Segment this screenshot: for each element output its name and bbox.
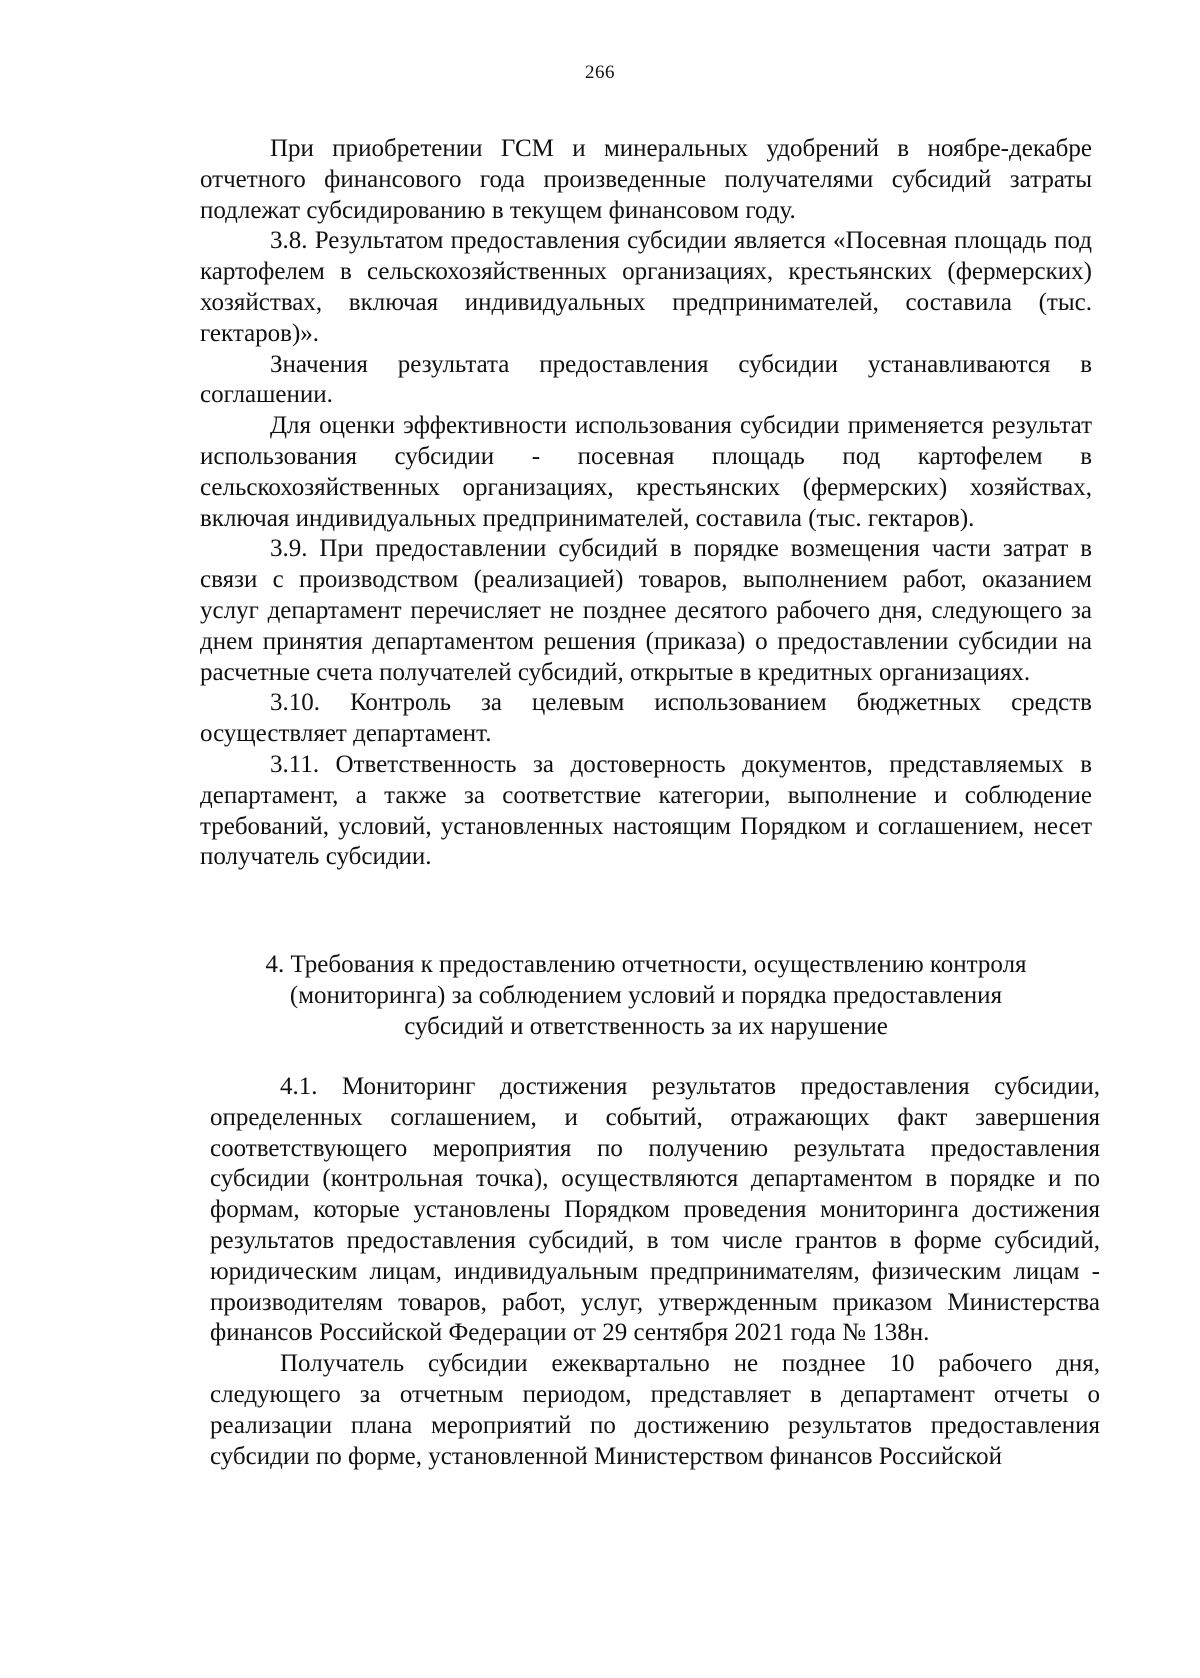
section-4-heading-line: субсидий и ответственность за их нарушение — [404, 1012, 888, 1040]
paragraph-3-8: 3.8. Результатом предоставления субсидии является «Посевная площадь под картофелем в сельскохозяйственных организациях, крестьянских (фермерских) хозяйствах, включая индивидуальных предпринимателей, составила (тыс. гектаров)». — [200, 227, 1092, 347]
section-4-heading — [200, 950, 1092, 1042]
paragraph-3-11: 3.11. Ответственность за достоверность документов, представляемых в департамент, а также за соответствие категории, выполнение и соблюдение требований, условий, установленных настоящим Порядком и соглашением, несет получатель субсидии. — [200, 750, 1092, 871]
paragraph-effectiveness: Для оценки эффективности использования субсидии применяется результат использования субсидии - посевная площадь под картофелем в сельскохозяйственных организациях, крестьянских (фермерских) хозяйствах, включая индивидуальных предпринимателей, составила (тыс. гектаров). — [200, 412, 1092, 532]
section-4-heading-line: 4. Требования к предоставлению отчетности, осуществлению контроля — [265, 951, 1027, 978]
paragraph-gsm-subsidy: При приобретении ГСМ и минеральных удобрений в ноябре-декабре отчетного финансового года произведенные получателями субсидий затраты подлежат субсидированию в текущем финансовом году. — [200, 135, 1092, 224]
section-4-heading-line: (мониторинга) за соблюдением условий и порядка предоставления — [289, 981, 1003, 1009]
paragraph-3-10: 3.10. Контроль за целевым использованием бюджетных средств осуществляет департамент. — [200, 689, 1092, 748]
section-4-text — [210, 1072, 1100, 1472]
page-number: 266 — [585, 62, 615, 83]
paragraph-3-9: 3.9. При предоставлении субсидий в порядке возмещения части затрат в связи с производством (реализацией) товаров, выполнением работ, оказанием услуг департамент перечисляет не позднее десятого рабочего дня, следующего за днем принятия департаментом решения (приказа) о предоставлении субсидии на расчетные счета получателей субсидий, открытые в кредитных организациях. — [200, 535, 1092, 686]
paragraph-quarterly-report: Получатель субсидии ежеквартально не позднее 10 рабочего дня, следующего за отчетным периодом, представляет в департамент отчеты о реализации плана мероприятий по достижению результатов предоставления субсидии по форме, установленной Министерством финансов Российской — [210, 1350, 1100, 1470]
paragraph-result-values: Значения результата предоставления субсидии устанавливаются в соглашении. — [200, 350, 1092, 409]
section-3-text — [200, 134, 1092, 873]
paragraph-4-1: 4.1. Мониторинг достижения результатов предоставления субсидии, определенных соглашением, и событий, отражающих факт завершения соответствующего мероприятия по получению результата предоставления субсидии (контрольная точка), осуществляются департаментом в порядке и по формам, которые установлены Порядком проведения мониторинга достижения результатов предоставления субсидий, в том числе грантов в форме субсидий, юридическим лицам, индивидуальным предпринимателям, физическим лицам - производителям товаров, работ, услуг, утвержденным приказом Министерства финансов Российской Федерации от 29 сентября 2021 года № 138н. — [210, 1073, 1100, 1347]
